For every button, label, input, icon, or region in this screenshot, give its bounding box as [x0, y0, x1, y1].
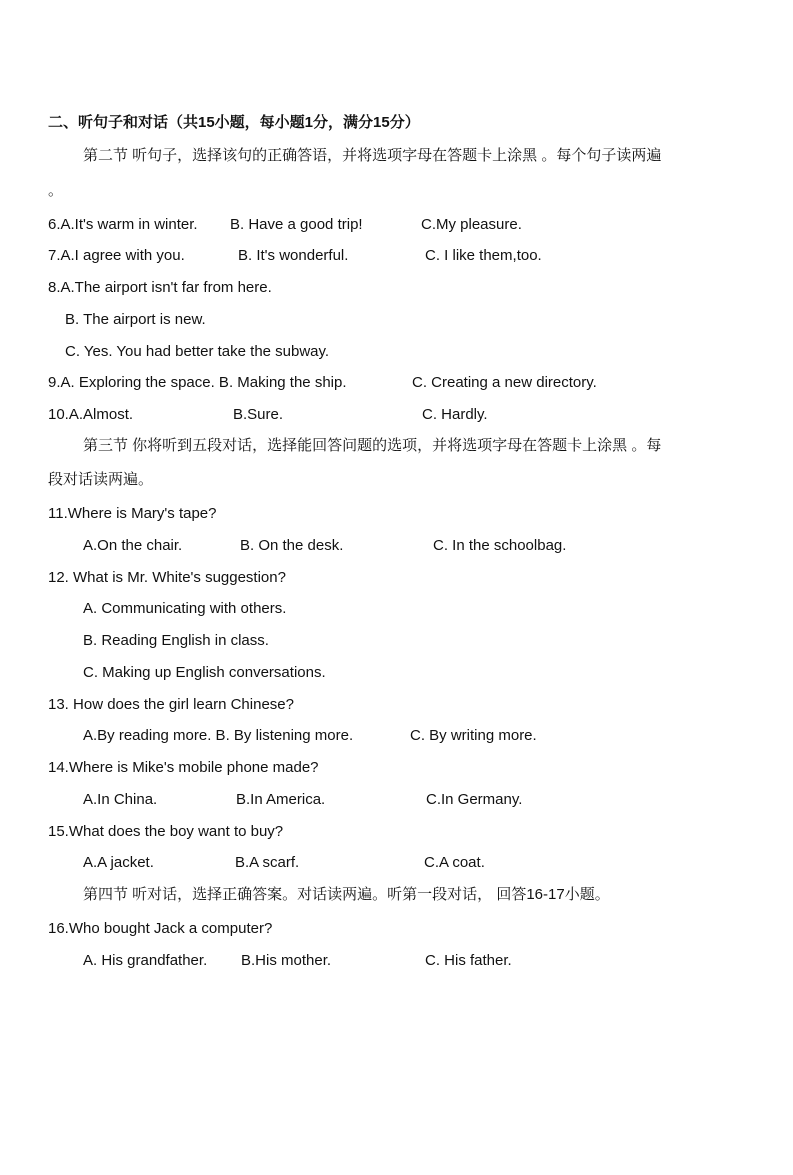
q16-option-a: A. His grandfather. [83, 952, 208, 969]
q8-option-c: C. Yes. You had better take the subway. [65, 343, 330, 360]
part3-instruction-continued: 段对话读两遍。 [48, 471, 154, 488]
q6-option-a: 6.A.It's warm in winter. [48, 216, 198, 233]
q13-options-a-b: A.By reading more. B. By listening more. [83, 727, 354, 744]
q9-options-a-b: 9.A. Exploring the space. B. Making the ship. [48, 374, 347, 391]
q12-option-a: A. Communicating with others. [83, 600, 287, 617]
q11-option-a: A.On the chair. [83, 537, 183, 554]
q10-option-b: B.Sure. [233, 406, 284, 423]
q10-option-a: 10.A.Almost. [48, 406, 134, 423]
q15-option-c: C.A coat. [424, 854, 485, 871]
q12-question: 12. What is Mr. White's suggestion? [48, 569, 286, 586]
q14-question: 14.Where is Mike's mobile phone made? [48, 759, 319, 776]
q15-option-b: B.A scarf. [235, 854, 300, 871]
q10-option-c: C. Hardly. [422, 406, 488, 423]
q11-option-b: B. On the desk. [240, 537, 344, 554]
q14-option-a: A.In China. [83, 791, 158, 808]
q16-question: 16.Who bought Jack a computer? [48, 920, 273, 937]
q15-question: 15.What does the boy want to buy? [48, 823, 284, 840]
part3-instruction: 第三节 你将听到五段对话，选择能回答问题的选项，并将选项字母在答题卡上涂黑 。每 [83, 437, 662, 454]
q9-option-c: C. Creating a new directory. [412, 374, 597, 391]
part4-instruction: 第四节 听对话，选择正确答案。对话读两遍。听第一段对话， 回答16-17小题。 [83, 886, 610, 903]
q15-option-a: A.A jacket. [83, 854, 154, 871]
q12-option-b: B. Reading English in class. [83, 632, 269, 649]
q14-option-c: C.In Germany. [426, 791, 523, 808]
section-header: 二、听句子和对话（共15小题，每小题1分，满分15分） [48, 114, 420, 131]
q12-option-c: C. Making up English conversations. [83, 664, 326, 681]
q16-option-b: B.His mother. [241, 952, 332, 969]
q6-option-c: C.My pleasure. [421, 216, 522, 233]
part2-instruction: 第二节 听句子，选择该句的正确答语，并将选项字母在答题卡上涂黑 。每个句子读两遍 [83, 147, 662, 164]
part2-instruction-continued: 。 [48, 182, 64, 199]
q13-question: 13. How does the girl learn Chinese? [48, 696, 294, 713]
q16-option-c: C. His father. [425, 952, 512, 969]
q7-option-a: 7.A.I agree with you. [48, 247, 185, 264]
q11-option-c: C. In the schoolbag. [433, 537, 567, 554]
q7-option-b: B. It's wonderful. [238, 247, 349, 264]
q13-option-c: C. By writing more. [410, 727, 537, 744]
q8-option-b: B. The airport is new. [65, 311, 206, 328]
q7-option-c: C. I like them,too. [425, 247, 542, 264]
q6-option-b: B. Have a good trip! [230, 216, 363, 233]
q11-question: 11.Where is Mary's tape? [48, 505, 217, 522]
q8-option-a: 8.A.The airport isn't far from here. [48, 279, 272, 296]
q14-option-b: B.In America. [236, 791, 326, 808]
